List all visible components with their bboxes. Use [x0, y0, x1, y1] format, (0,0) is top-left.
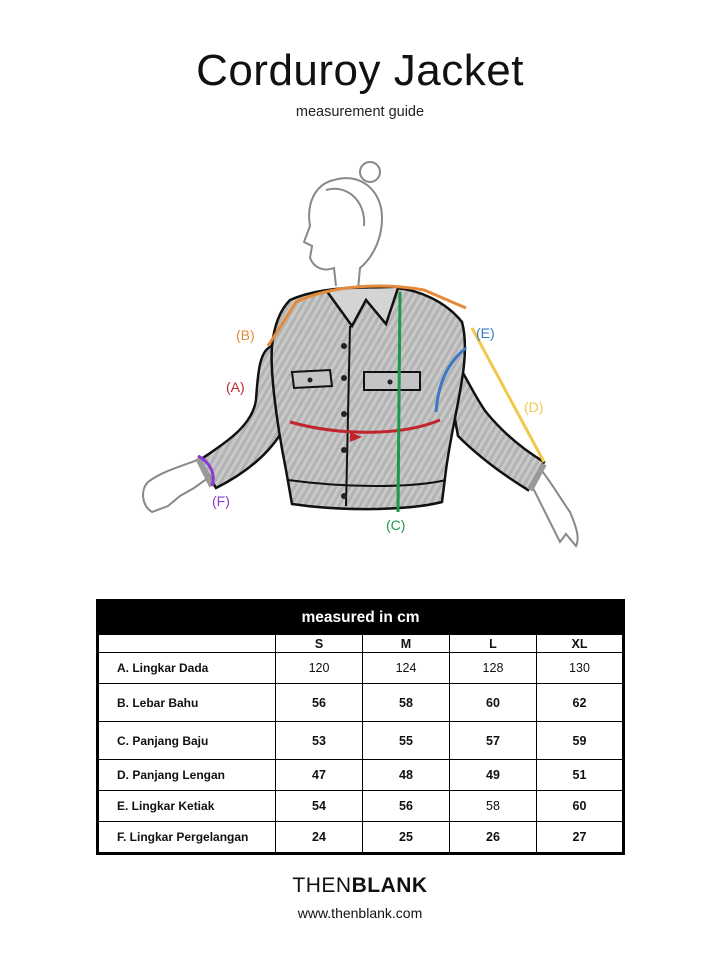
measure-label-d: (D)	[524, 399, 544, 415]
table-row	[98, 760, 624, 791]
brand-url[interactable]: www.thenblank.com	[297, 905, 423, 921]
measure-label-f: (F)	[212, 493, 230, 509]
page-title: Corduroy Jacket	[196, 46, 524, 95]
cell-value: 120	[276, 653, 363, 684]
jacket	[198, 287, 544, 509]
brand-part-then: THEN	[292, 874, 352, 897]
measure-line-c	[398, 292, 400, 512]
cell-value: 55	[363, 722, 450, 760]
row-label: F. Lingkar Pergelangan	[98, 822, 276, 854]
measure-label-e: (E)	[476, 325, 495, 341]
cell-value: 56	[363, 791, 450, 822]
cell-value: 58	[449, 791, 536, 822]
row-label: A. Lingkar Dada	[98, 653, 276, 684]
cell-value: 128	[449, 653, 536, 684]
cell-value: 57	[449, 722, 536, 760]
table-header: measured in cm	[98, 601, 624, 635]
cell-value: 54	[276, 791, 363, 822]
table-row	[98, 684, 624, 722]
cell-value: 56	[276, 684, 363, 722]
cell-value: 24	[276, 822, 363, 854]
cell-value: 124	[363, 653, 450, 684]
table-row	[98, 791, 624, 822]
page-subtitle: measurement guide	[295, 104, 425, 120]
row-label: B. Lebar Bahu	[98, 684, 276, 722]
cell-value: 60	[536, 791, 623, 822]
cell-value: 53	[276, 722, 363, 760]
size-table	[96, 599, 625, 855]
size-col-l: L	[449, 635, 536, 653]
table-corner	[98, 635, 276, 653]
brand-logo	[0, 874, 720, 898]
row-label: E. Lingkar Ketiak	[98, 791, 276, 822]
table-row	[98, 653, 624, 684]
cell-value: 62	[536, 684, 623, 722]
row-label: D. Panjang Lengan	[98, 760, 276, 791]
figure-left-hand	[143, 458, 208, 512]
size-col-xl: XL	[536, 635, 623, 653]
table-row	[98, 722, 624, 760]
size-col-m: M	[363, 635, 450, 653]
row-label: C. Panjang Baju	[98, 722, 276, 760]
cell-value: 58	[363, 684, 450, 722]
cell-value: 60	[449, 684, 536, 722]
measure-label-a: (A)	[226, 379, 245, 395]
size-col-s: S	[276, 635, 363, 653]
cell-value: 26	[449, 822, 536, 854]
figure-head	[304, 162, 382, 302]
cell-value: 48	[363, 760, 450, 791]
table-row	[98, 822, 624, 854]
cell-value: 49	[449, 760, 536, 791]
cell-value: 27	[536, 822, 623, 854]
cell-value: 130	[536, 653, 623, 684]
brand-part-blank: BLANK	[351, 874, 428, 897]
cell-value: 59	[536, 722, 623, 760]
cell-value: 25	[363, 822, 450, 854]
measure-label-b: (B)	[236, 327, 255, 343]
cell-value: 47	[276, 760, 363, 791]
jacket-illustration	[120, 150, 600, 560]
measure-label-c: (C)	[386, 517, 406, 533]
cell-value: 51	[536, 760, 623, 791]
